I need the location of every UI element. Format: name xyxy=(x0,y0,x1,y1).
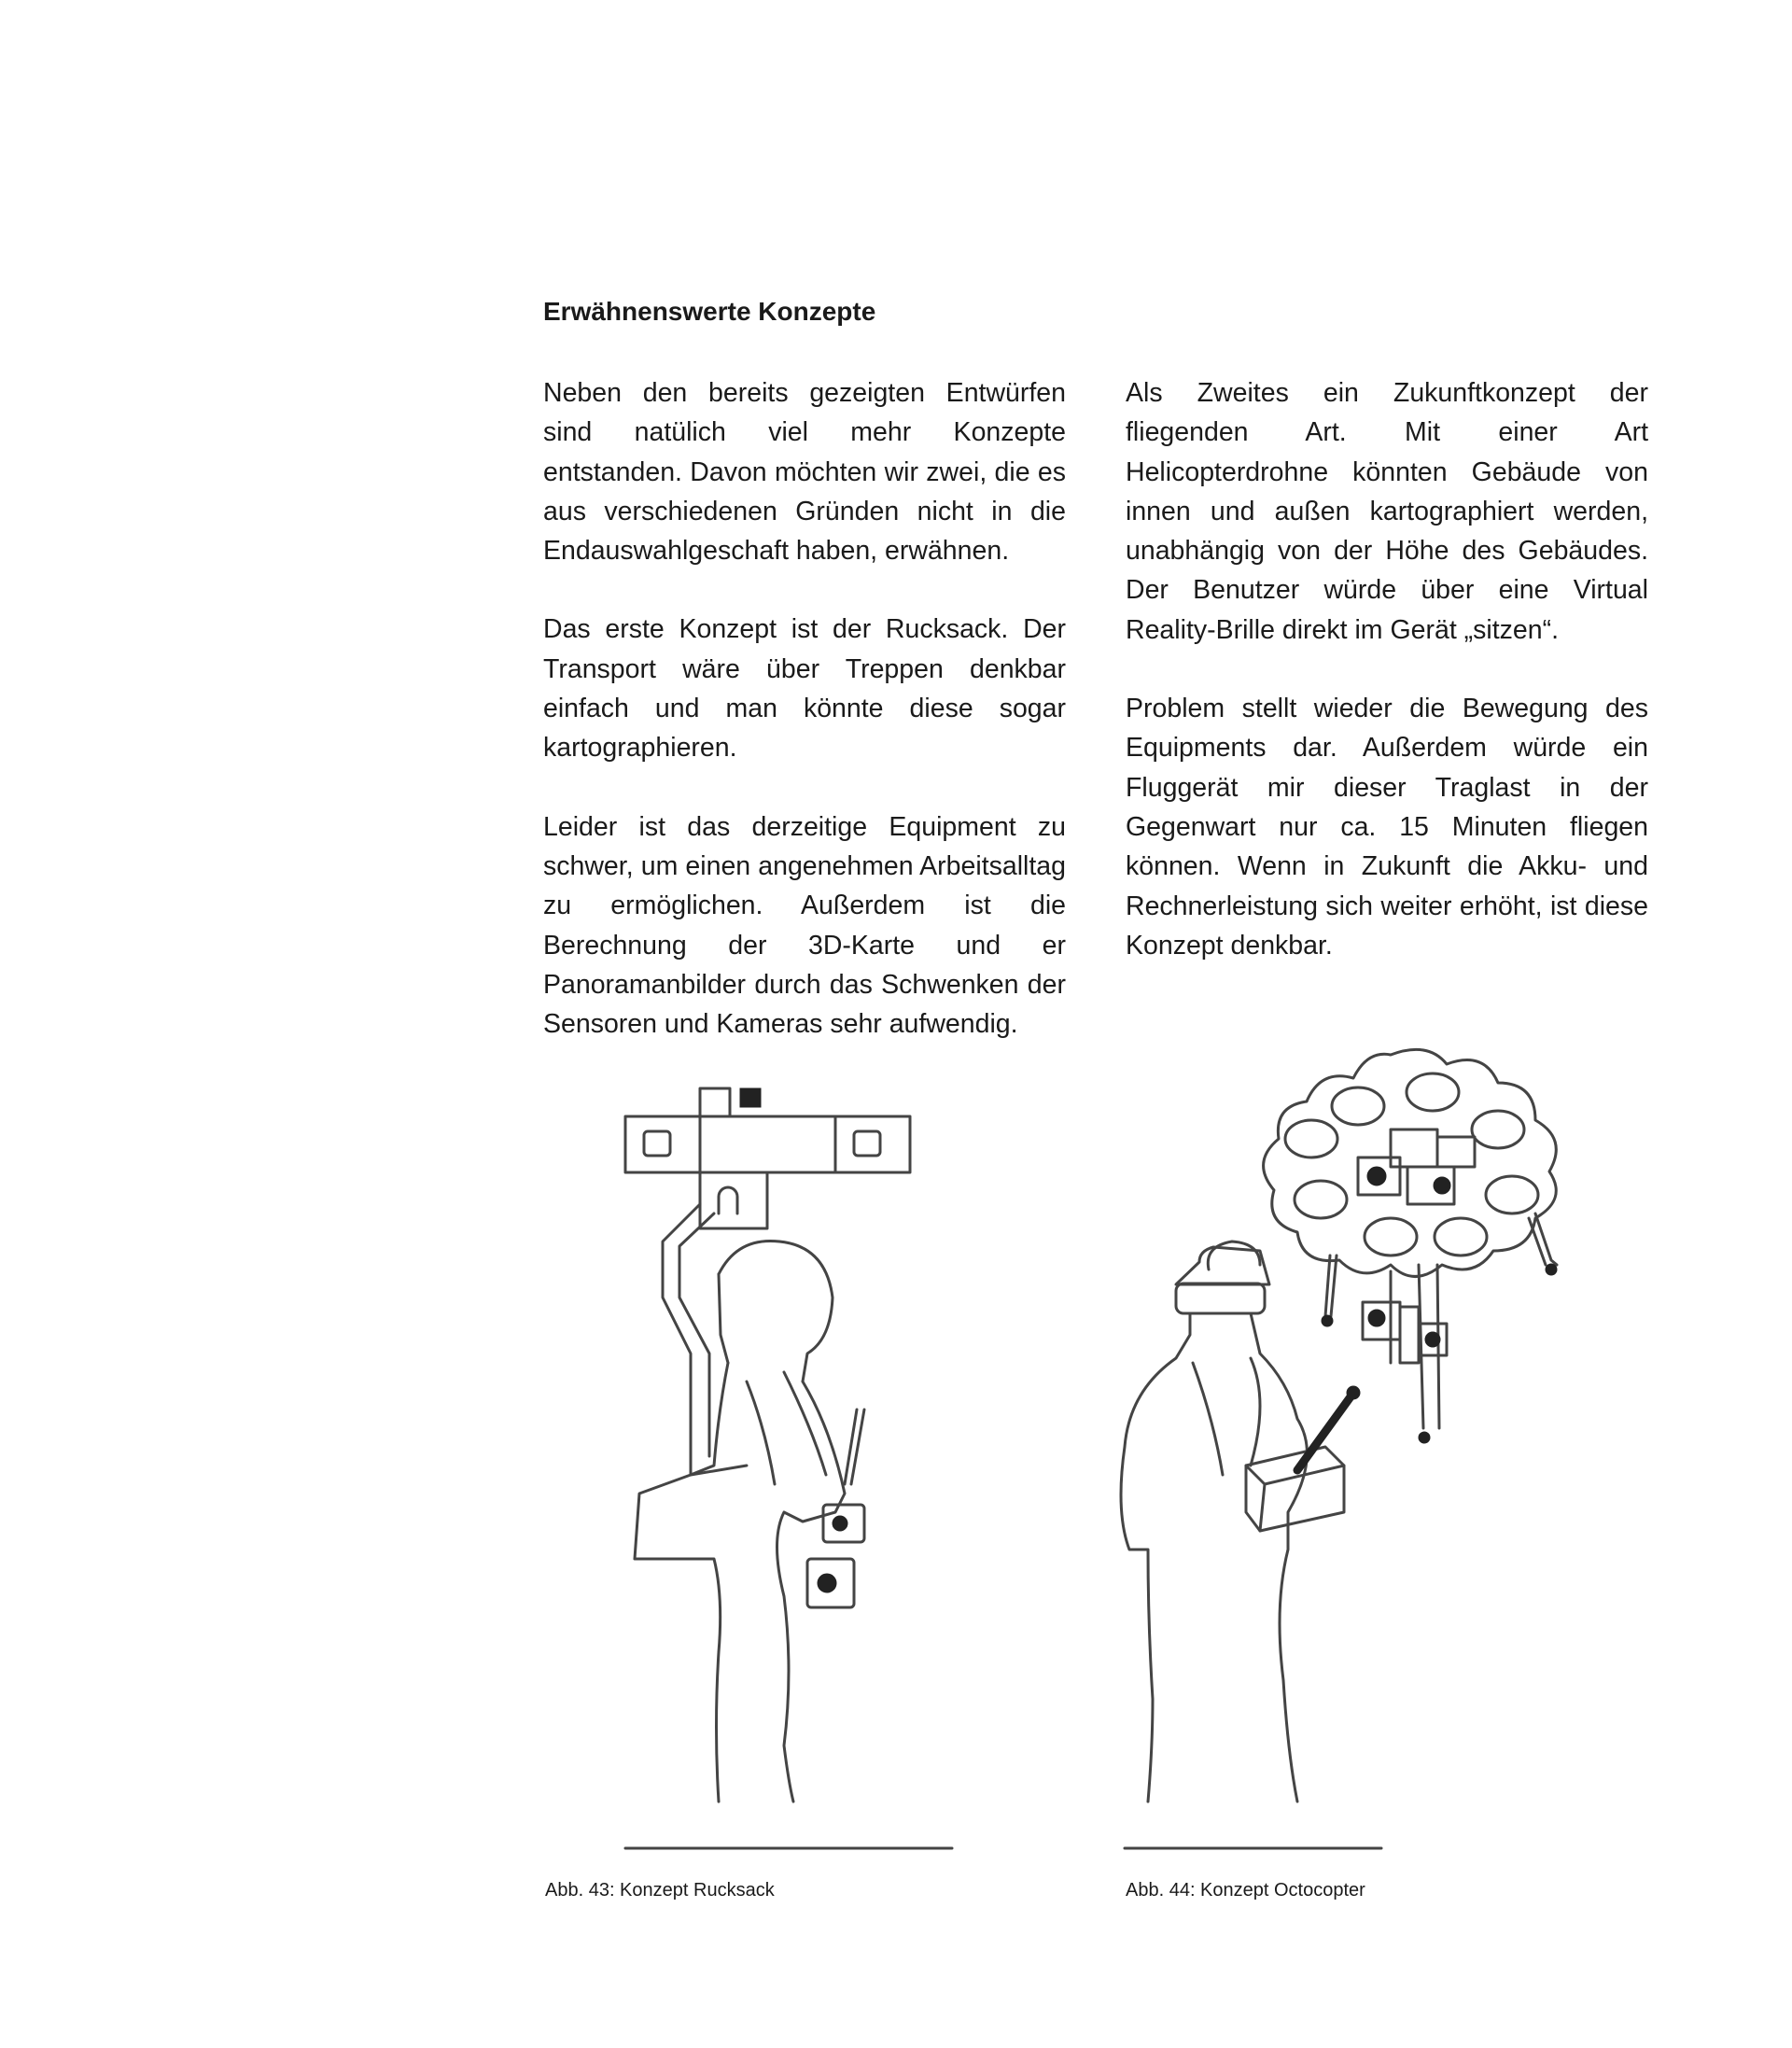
section-heading: Erwähnenswerte Konzepte xyxy=(543,297,876,326)
right-text-column xyxy=(1126,373,1648,1004)
backpack-concept-sketch xyxy=(616,1073,961,1858)
figure-caption: Abb. 43: Konzept Rucksack xyxy=(545,1880,775,1901)
octocopter-concept-sketch xyxy=(1111,1027,1671,1858)
paragraph: Das erste Konzept ist der Rucksack. Der Transport wäre über Treppen denkbar einfach und man könnte diese sogar kartographieren. xyxy=(543,614,1066,764)
paragraph: Problem stellt wieder die Bewegung des Equipments dar. Außerdem würde ein Fluggerät mir dieser Traglast in der Gegenwart nur ca. 15 Minuten fliegen können. Wenn in Zukunft die Akku- und Rechnerleistung sich weiter erhöht, ist diese Konzept denkbar. xyxy=(1126,694,1648,961)
paragraph: Leider ist das derzeitige Equipment zu schwer, um einen angenehmen Arbeitsalltag zu ermöglichen. Außerdem ist die Berechnung der 3D-Karte und er Panoramanbilder durch das Schwenken der Sensoren und Kameras sehr aufwendig. xyxy=(543,811,1066,1040)
left-text-column xyxy=(543,373,1066,1083)
figure-caption: Abb. 44: Konzept Octocopter xyxy=(1126,1880,1365,1901)
paragraph: Neben den bereits gezeigten Entwürfen sind natülich viel mehr Konzepte entstanden. Davon möchten wir zwei, die es aus verschiedenen Gründen nicht in die Endauswahlgeschaft haben, erwähnen. xyxy=(543,378,1066,567)
paragraph: Als Zweites ein Zukunftkonzept der fliegenden Art. Mit einer Art Helicopterdrohne könnten Gebäude von innen und außen kartographiert werden, unabhängig von der Höhe des Gebäudes. Der Benutzer würde über eine Virtual Reality-Brille direkt im Gerät „sitzen“. xyxy=(1126,378,1648,645)
